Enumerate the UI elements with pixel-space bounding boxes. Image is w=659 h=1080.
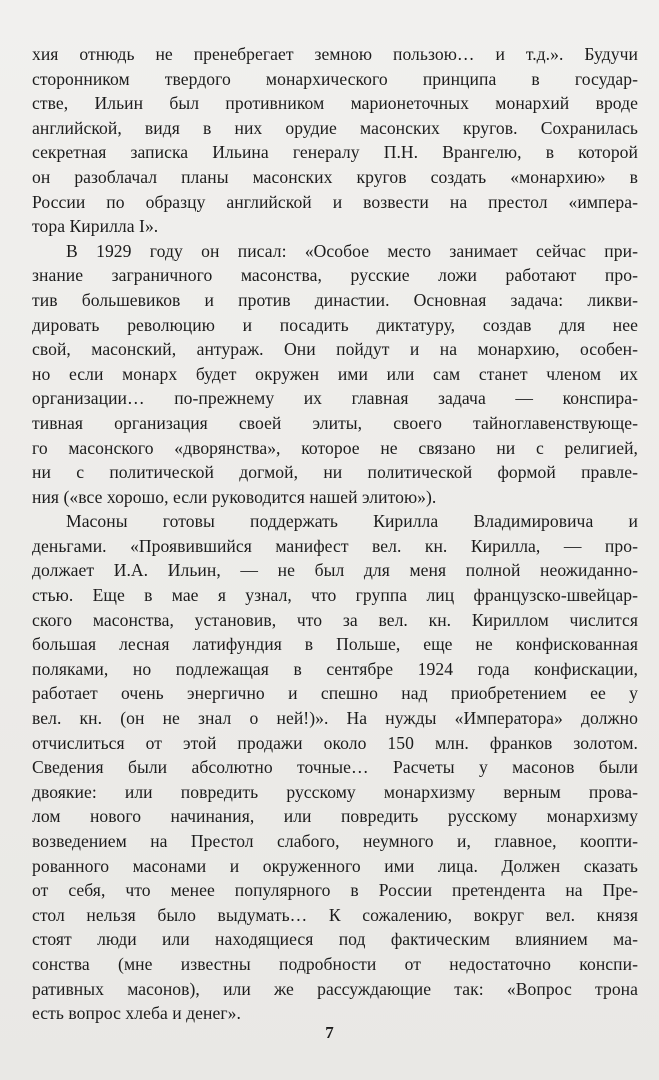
text-line: работает очень энергично и спешно над приобретением ее у	[32, 683, 638, 704]
text-line: секретная записка Ильина генералу П.Н. Врангелю, в которой	[32, 142, 638, 163]
text-line: отчислиться от этой продажи около 150 млн. франков золотом.	[32, 732, 638, 753]
text-line: ского масонства, установив, что за вел. кн. Кириллом числится	[32, 609, 638, 630]
text-line: сторонником твердого монархического принципа в государ-	[32, 68, 638, 89]
text-line: стоят люди или находящиеся под фактическим влиянием ма-	[32, 929, 638, 950]
text-line: стью. Еще в мае я узнал, что группа лиц французско-швейцар-	[32, 585, 638, 606]
text-line: свой, масонский, антураж. Они пойдут и на монархию, особен-	[32, 339, 638, 360]
text-line: лом нового начинания, или повредить русскому монархизму	[32, 806, 638, 827]
text-line: В 1929 году он писал: «Особое место занимает сейчас при-	[66, 240, 638, 261]
text-line: вел. кн. (он не знал о ней!)». На нужды «Императора» должно	[32, 708, 638, 729]
text-line: английской, видя в них орудие масонских кругов. Сохранилась	[32, 117, 638, 138]
text-line: ния («все хорошо, если руководится нашей элитою»).	[32, 486, 437, 507]
text-line: го масонского «дворянства», которое не связано ни с религией,	[32, 437, 638, 458]
paragraph	[32, 239, 638, 510]
text-line: тив большевиков и против династии. Основная задача: ликви-	[32, 289, 638, 310]
text-line: России по образцу английской и возвести на престол «импера-	[32, 191, 638, 212]
text-line: он разоблачал планы масонских кругов создать «монархию» в	[32, 166, 638, 187]
text-line: возведением на Престол слабого, неумного и, главное, коопти-	[32, 831, 638, 851]
text-line: тивная организация своей элиты, своего тайноглавенствующе-	[32, 412, 638, 433]
body-text	[32, 42, 638, 1026]
text-line: ративных масонов), или же рассуждающие так: «Вопрос трона	[32, 978, 638, 999]
page-number: 7	[325, 1023, 334, 1042]
text-line: хия отнюдь не пренебрегает земною пользою… и т.д.». Будучи	[32, 44, 638, 64]
text-line: дировать революцию и посадить диктатуру, создав для нее	[32, 314, 638, 335]
text-line: деньгами. «Проявившийся манифест вел. кн. Кирилла, — про-	[32, 535, 638, 556]
text-line: рованного масонами и окруженного ими лица. Должен сказать	[32, 855, 638, 876]
text-line: но если монарх будет окружен ими или сам станет членом их	[32, 363, 638, 384]
text-line: сонства (мне известны подробности от недостаточно конспи-	[32, 953, 638, 974]
paragraph	[32, 509, 638, 1025]
text-line: стол нельзя было выдумать… К сожалению, вокруг вел. князя	[32, 904, 638, 925]
text-line: от себя, что менее популярного в России претендента на Пре-	[32, 880, 638, 901]
text-line: Сведения были абсолютно точные… Расчеты у масонов были	[32, 757, 638, 778]
paragraph	[32, 42, 638, 239]
text-line: поляками, но подлежащая в сентябре 1924 года конфискации,	[32, 658, 638, 679]
text-line: Масоны готовы поддержать Кирилла Владимировича и	[66, 511, 638, 532]
text-line: должает И.А. Ильин, — не был для меня полной неожиданно-	[32, 560, 638, 581]
text-line: тора Кирилла I».	[32, 216, 159, 237]
text-line: двоякие: или повредить русскому монархизму верным прова-	[32, 781, 638, 802]
text-line: большая лесная латифундия в Польше, еще не конфискованная	[32, 634, 638, 655]
text-line: знание заграничного масонства, русские ложи работают про-	[32, 265, 638, 286]
text-line: организации… по-прежнему их главная задача — конспира-	[32, 388, 638, 409]
text-line: ни с политической догмой, ни политической формой правле-	[32, 462, 638, 483]
text-line: есть вопрос хлеба и денег».	[32, 1003, 241, 1024]
text-line: стве, Ильин был противником марионеточных монархий вроде	[32, 93, 638, 114]
